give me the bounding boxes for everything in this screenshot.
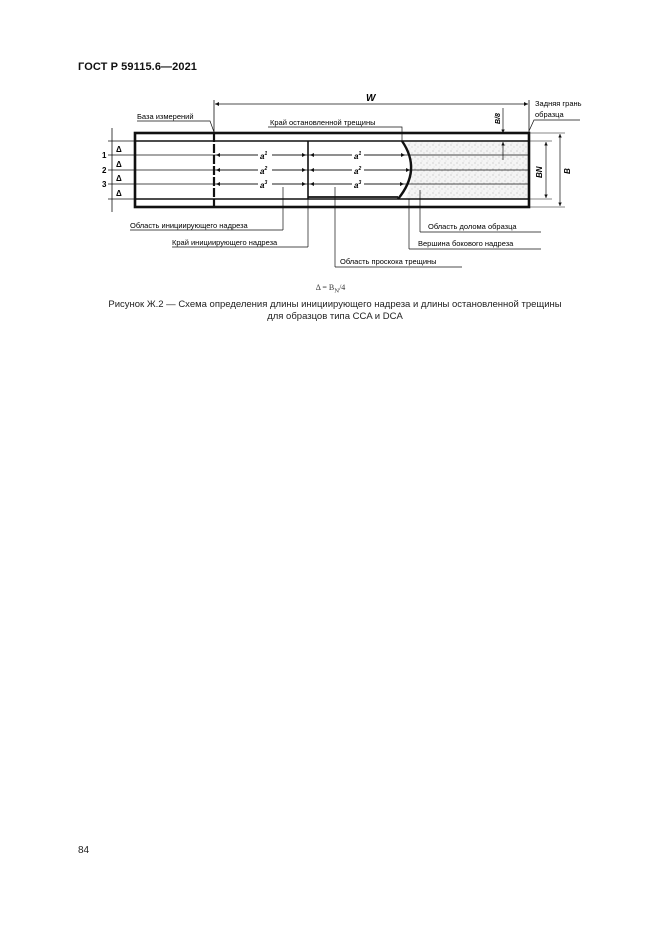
delta-formula: $\Delta = B_N/4$ xyxy=(315,283,346,295)
bn-label: BN xyxy=(535,166,544,178)
figure-caption xyxy=(90,299,580,322)
a-1-label: $a^1$ xyxy=(354,151,362,161)
crack-jump-region-label: Область проскока трещины xyxy=(340,257,437,266)
delta-symbol: Δ xyxy=(116,160,122,169)
measurement-base-label: База измерений xyxy=(137,112,194,121)
row-number-2: 2 xyxy=(102,166,107,175)
a0-1-label: $a^1$ xyxy=(260,151,268,161)
page-number: 84 xyxy=(78,845,90,856)
a0-3-label: $a^3$ xyxy=(260,180,268,190)
delta-symbol: Δ xyxy=(116,189,122,198)
caption-line-1: Рисунок Ж.2 — Схема определения длины инициирующего надреза и длины остановленной трещины xyxy=(108,299,562,310)
row-number-1: 1 xyxy=(102,151,107,160)
delta-symbol: Δ xyxy=(116,174,122,183)
b8-label: B/8 xyxy=(495,113,502,124)
b-label: B xyxy=(563,168,572,174)
a-3-label: $a^3$ xyxy=(354,180,362,190)
fracture-region-label: Область долома образца xyxy=(428,222,517,231)
back-face-label: Задняя грань xyxy=(535,99,582,108)
side-groove-tip-label: Вершина бокового надреза xyxy=(418,239,514,248)
crack-length-diagram xyxy=(0,0,661,280)
delta-symbol: Δ xyxy=(116,145,122,154)
arrested-crack-edge-label: Край остановленной трещины xyxy=(270,118,376,127)
back-face-label-2: образца xyxy=(535,110,564,119)
a-2-label: $a^2$ xyxy=(354,166,362,176)
row-number-3: 3 xyxy=(102,180,107,189)
width-label: W xyxy=(366,93,376,104)
document-header: ГОСТ Р 59115.6—2021 xyxy=(78,61,198,73)
initiating-notch-edge-label: Край инициирующего надреза xyxy=(172,238,278,247)
a0-2-label: $a^2$ xyxy=(260,166,268,176)
initiating-notch-region-label: Область инициирующего надреза xyxy=(130,221,248,230)
caption-line-2: для образцов типа CCA и DCA xyxy=(267,310,403,322)
